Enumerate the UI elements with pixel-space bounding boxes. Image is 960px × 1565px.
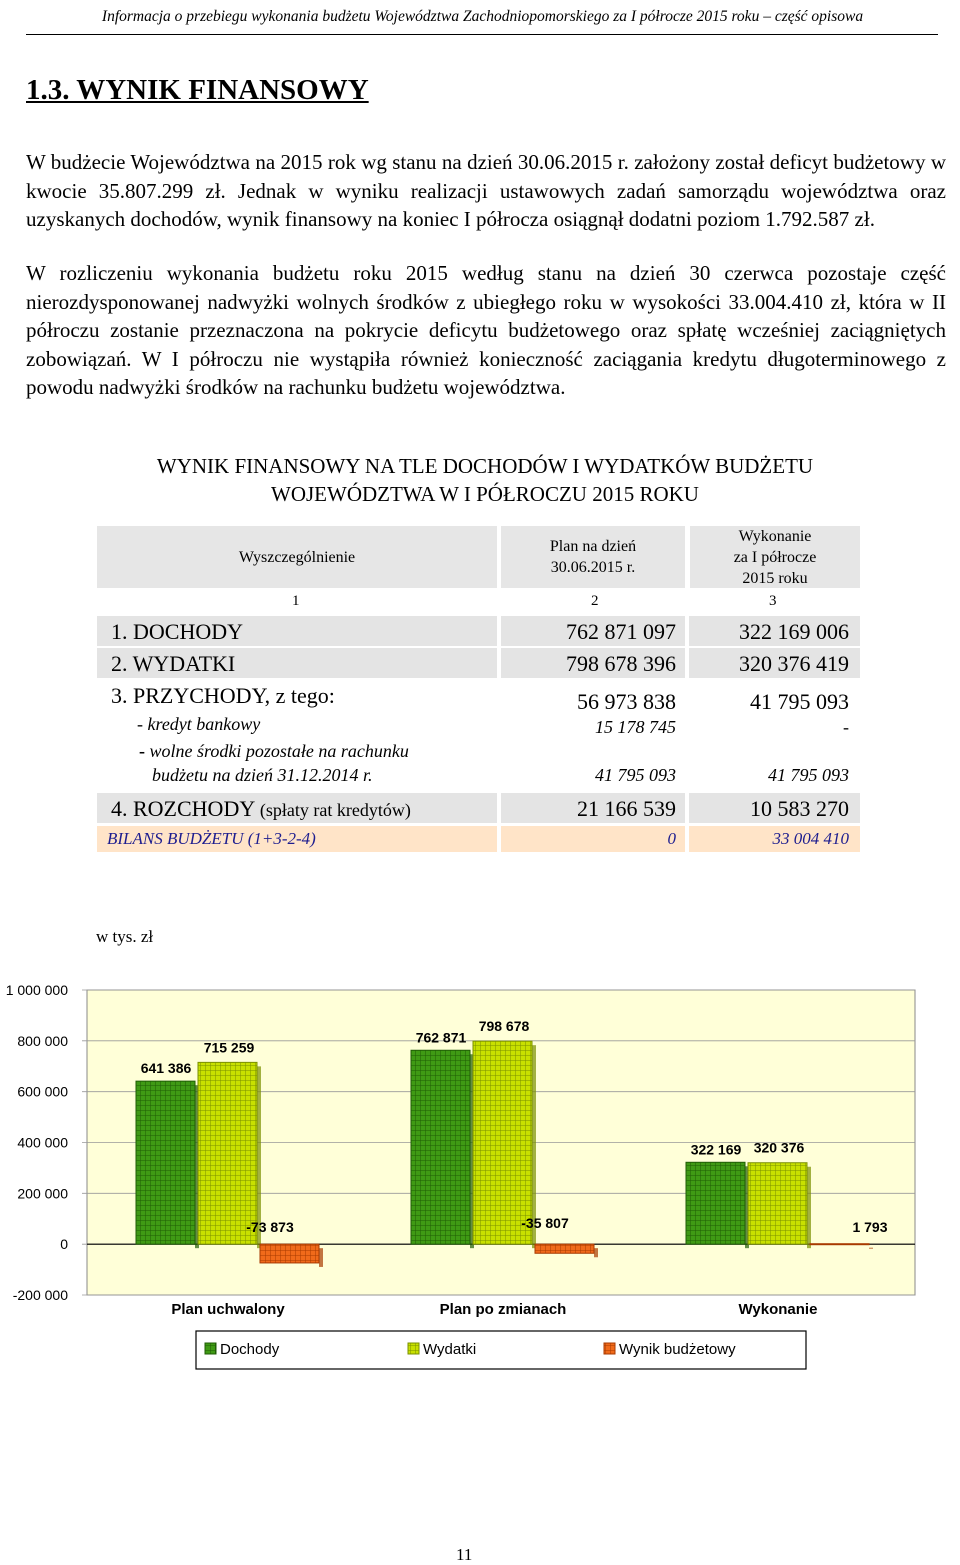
bilans-plan: 0 xyxy=(667,829,676,848)
header-col3-line3: 2015 roku xyxy=(742,569,808,587)
paragraph-1: W budżecie Województwa na 2015 rok wg stanu na dzień 30.06.2015 r. założony został deficyt budżetowy w kwocie 35.807.299 zł. Jednak w wyniku realizacji ustawowych zadań samorządu województwa oraz uzyskanych dochodów, wynik finansowy na koniec I półrocza osiągnął dodatni poziom 1.792.587 zł. xyxy=(26,150,946,231)
running-header: Informacja o przebiegu wykonania budżetu Województwa Zachodniopomorskiego za I półrocze 2015 roku – część opisowa xyxy=(101,8,864,25)
data-label: 715 259 xyxy=(203,1039,255,1056)
data-label: 1 793 xyxy=(852,1219,888,1236)
row-przychody xyxy=(97,681,860,791)
y-tick-label: 1 000 000 xyxy=(5,982,68,998)
bar-shadow xyxy=(594,1248,598,1257)
data-label: -73 873 xyxy=(246,1219,294,1236)
header-col1-text: Wyszczególnienie xyxy=(238,548,356,566)
legend-swatch xyxy=(205,1343,216,1354)
kredyt-exec: - xyxy=(843,717,849,737)
y-tick-label: 800 000 xyxy=(17,1032,68,1049)
rozchody-label-sub: (spłaty rat kredytów) xyxy=(259,800,411,820)
rozchody-exec: 10 583 270 xyxy=(750,796,849,821)
kredyt-label: - kredyt bankowy xyxy=(137,714,261,734)
przychody-label: 3. PRZYCHODY, z tego: xyxy=(111,683,335,708)
bar-wydatki xyxy=(473,1041,532,1244)
bar-dochody xyxy=(136,1081,195,1244)
data-label: -35 807 xyxy=(521,1215,569,1232)
data-label: 762 871 xyxy=(415,1029,467,1046)
header-wyszczegolnienie xyxy=(97,526,497,588)
bar-shadow xyxy=(807,1167,811,1248)
legend-label: Dochody xyxy=(220,1341,280,1358)
wydatki-label: 2. WYDATKI xyxy=(111,651,236,676)
budget-chart xyxy=(0,965,960,1375)
dochody-label: 1. DOCHODY xyxy=(111,619,243,644)
bar-wynik-budżetowy xyxy=(810,1244,869,1245)
header-wykonanie xyxy=(690,526,860,588)
kredyt-plan: 15 178 745 xyxy=(595,717,676,737)
header-col3-line1: Wykonanie xyxy=(738,527,812,545)
col-number-1: 1 xyxy=(292,593,300,609)
legend-label: Wynik budżetowy xyxy=(619,1341,736,1358)
wolne-label-text: wolne środki pozostałe na rachunku xyxy=(149,741,409,761)
y-tick-label: 400 000 xyxy=(17,1134,68,1151)
y-tick-label: -200 000 xyxy=(12,1287,68,1303)
x-category-label: Wykonanie xyxy=(738,1301,818,1318)
bar-wynik-budżetowy xyxy=(535,1244,594,1253)
unit-label: w tys. zł xyxy=(96,927,154,946)
col-number-3: 3 xyxy=(769,593,777,609)
legend-swatch xyxy=(604,1343,615,1354)
wydatki-exec: 320 376 419 xyxy=(739,651,849,676)
bilans-exec: 33 004 410 xyxy=(772,829,849,848)
rozchody-label xyxy=(111,796,411,822)
bar-wynik-budżetowy xyxy=(260,1244,319,1263)
header-plan xyxy=(501,526,685,588)
wolne-plan: 41 795 093 xyxy=(595,765,676,785)
data-label: 641 386 xyxy=(140,1060,192,1077)
przychody-plan: 56 973 838 xyxy=(577,689,676,714)
dochody-exec: 322 169 006 xyxy=(739,619,849,644)
wydatki-plan: 798 678 396 xyxy=(566,651,676,676)
bar-wydatki xyxy=(748,1163,807,1244)
page-number: 11 xyxy=(456,1545,473,1564)
header-col2-text: Plan na dzień 30.06.2015 r. xyxy=(549,538,637,576)
data-label: 322 169 xyxy=(690,1141,742,1158)
bar-dochody xyxy=(411,1050,470,1244)
bar-shadow xyxy=(869,1248,873,1249)
bar-dochody xyxy=(686,1162,745,1244)
y-tick-label: 600 000 xyxy=(17,1083,68,1100)
rozchody-label-main: 4. ROZCHODY xyxy=(111,796,255,821)
table-title-line2: WOJEWÓDZTWA W I PÓŁROCZU 2015 ROKU xyxy=(271,482,699,506)
section-title: 1.3. WYNIK FINANSOWY xyxy=(26,74,369,106)
table-title-line1: WYNIK FINANSOWY NA TLE DOCHODÓW I WYDATKÓW BUDŻETU xyxy=(156,454,814,478)
y-tick-label: 200 000 xyxy=(17,1185,68,1202)
dochody-plan: 762 871 097 xyxy=(566,619,676,644)
wolne-label-line2: budżetu na dzień 31.12.2014 r. xyxy=(152,765,373,785)
legend-swatch xyxy=(408,1343,419,1354)
bilans-label: BILANS BUDŻETU (1+3-2-4) xyxy=(107,829,316,848)
row-bilans xyxy=(97,826,860,852)
row-rozchody xyxy=(97,793,860,823)
col-number-2: 2 xyxy=(591,593,599,609)
bar-shadow xyxy=(319,1248,323,1267)
paragraph-2: W rozliczeniu wykonania budżetu roku 2015 według stanu na dzień 30 czerwca pozostaje część nierozdysponowanej nadwyżki wolnych środków z ubiegłego roku w wysokości 33.004.410 zł, która w II półroczu zostanie przeznaczona na pokrycie deficytu budżetowego oraz spłatę wcześniej zaciągniętych zobowiązań. W I półroczu nie wystąpiła również konieczność zaciągania kredytu długoterminowego z powodu nadwyżki środków na rachunku budżetu województwa. xyxy=(26,261,946,399)
legend-label: Wydatki xyxy=(423,1341,477,1358)
row-wydatki xyxy=(97,648,860,678)
bar-wydatki xyxy=(198,1062,257,1244)
data-label: 320 376 xyxy=(753,1139,805,1156)
rozchody-plan: 21 166 539 xyxy=(577,796,676,821)
y-tick-label: 0 xyxy=(60,1236,68,1253)
data-label: 798 678 xyxy=(478,1018,530,1035)
x-category-label: Plan po zmianach xyxy=(439,1301,567,1318)
header-rule xyxy=(26,34,938,35)
przychody-exec: 41 795 093 xyxy=(750,689,849,714)
row-dochody xyxy=(97,616,860,646)
wolne-label-line1: - wolne środki pozostałe na rachunku xyxy=(139,741,409,761)
x-category-label: Plan uchwalony xyxy=(171,1301,285,1318)
wolne-exec: 41 795 093 xyxy=(768,765,849,785)
header-col3-line2: za I półrocze xyxy=(733,548,817,566)
